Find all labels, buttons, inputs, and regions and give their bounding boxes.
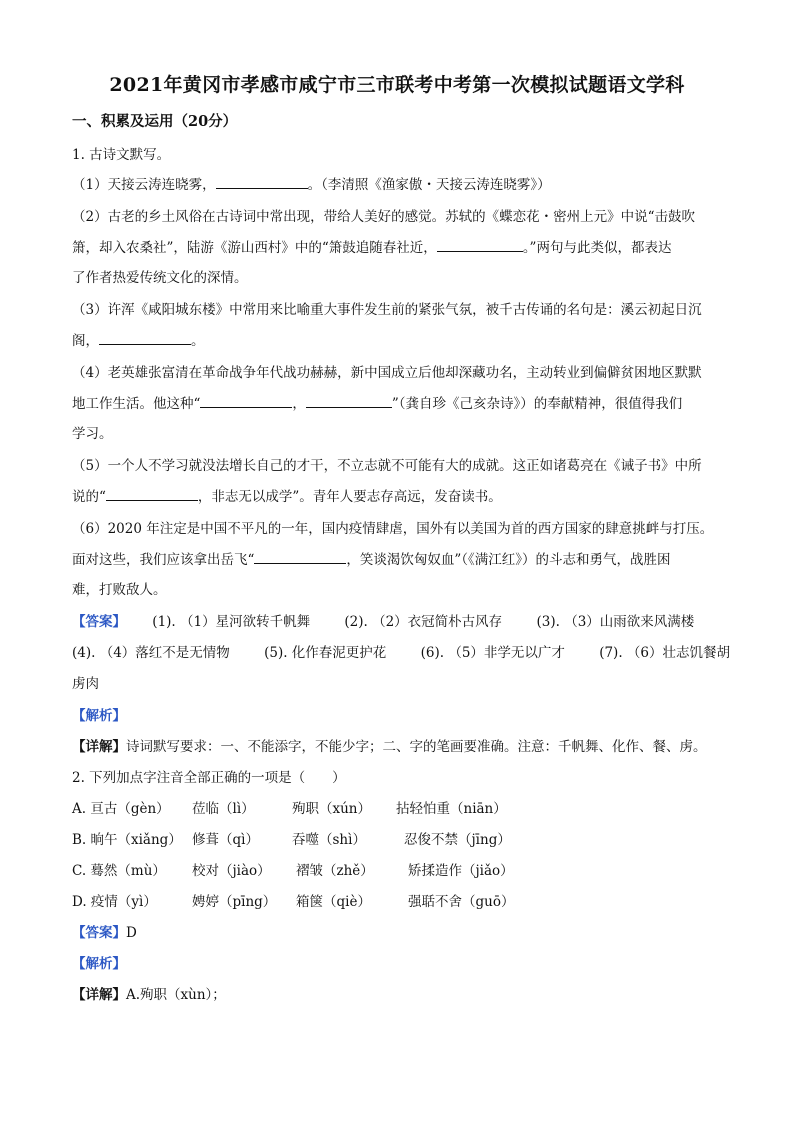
analysis-tag: 【解析】 bbox=[72, 708, 126, 724]
q1-item-5-line1: （5）一个人不学习就没法增长自己的才干，不立志就不可能有大的成就。这正如诸葛亮在《诫子书》中所 bbox=[72, 458, 702, 474]
q1-item-5-line2: 说的“ ，非志无以成学”。青年人要志存高远，发奋读书。 bbox=[72, 489, 502, 505]
detail-2: 【详解】A.殉职（xùn）； bbox=[72, 987, 226, 1003]
answer-tag: 【答案】 bbox=[72, 925, 126, 941]
q1-item-4-line1: （4）老英雄张富清在革命战争年代战功赫赫，新中国成立后他却深藏功名，主动转业到偏僻贫困地区默默 bbox=[72, 365, 702, 381]
q1-item-4-line2: 地工作生活。他这种“ ， ”（龚自珍《己亥杂诗》）的奉献精神，很值得我们 bbox=[72, 396, 683, 412]
answer-blank bbox=[99, 332, 191, 345]
answer-blank bbox=[306, 395, 392, 408]
detail-tag: 【详解】 bbox=[72, 987, 126, 1003]
q1-item-2-line2: 箫，却入农桑社”，陆游《游山西村》中的“箫鼓追随春社近， 。”两句与此类似，都表达 bbox=[72, 240, 672, 256]
q1-item-2-line1: （2）古老的乡土风俗在古诗词中常出现，带给人美好的感觉。苏轼的《蝶恋花・密州上元》中说“击鼓吹 bbox=[72, 209, 695, 225]
question-1-stem: 1. 古诗文默写。 bbox=[72, 147, 171, 163]
answer-item: (6). （5）非学无以广才 bbox=[420, 645, 565, 661]
q1-item-2-line3: 了作者热爱传统文化的深情。 bbox=[72, 270, 248, 286]
answer-value: D bbox=[126, 925, 137, 941]
q2-option-c: C. 蓦然（mù） 校对（jiào） 褶皱（zhě） 矫揉造作（jiǎo） bbox=[72, 863, 514, 879]
detail-1: 【详解】诗词默写要求：一、不能添字，不能少字；二、字的笔画要准确。注意：千帆舞、化作、餐、虏。 bbox=[72, 739, 707, 755]
answer-item: (1). （1）星河欲转千帆舞 bbox=[152, 614, 311, 630]
q1-item-6-line3: 难，打败敌人。 bbox=[72, 582, 167, 598]
question-2-stem: 2. 下列加点字注音全部正确的一项是（ ） bbox=[72, 770, 346, 786]
q1-item-3-line1: （3）许浑《咸阳城东楼》中常用来比喻重大事件发生前的紧张气氛，被千古传诵的名句是：溪云初起日沉 bbox=[72, 302, 702, 318]
answer-item: (5). 化作春泥更护花 bbox=[264, 645, 387, 661]
page-title: 2021年黄冈市孝感市咸宁市三市联考中考第一次模拟试题语文学科 bbox=[109, 74, 685, 96]
answer-item: (2). （2）衣冠简朴古风存 bbox=[344, 614, 503, 630]
analysis-tag-2: 【解析】 bbox=[72, 956, 126, 972]
answer-2 bbox=[72, 921, 722, 941]
answer-item: (4). （4）落红不是无情物 bbox=[72, 645, 230, 661]
q2-option-b: B. 晌午（xiǎng） 修葺（qì） 吞噬（shì） 忍俊不禁（jīng） bbox=[72, 832, 511, 848]
answer-item: (7). （6）壮志饥餐胡 bbox=[599, 645, 730, 661]
q1-item-1: （1）天接云涛连晓雾， 。（李清照《渔家傲・天接云涛连晓雾》） bbox=[72, 177, 551, 193]
answer-blank bbox=[216, 176, 308, 189]
answer-1-line2 bbox=[72, 641, 730, 661]
q1-item-3-line2: 阁， 。 bbox=[72, 333, 205, 349]
q2-option-a: A. 亘古（gèn） 莅临（lì） 殉职（xún） 拈轻怕重（niān） bbox=[72, 801, 507, 817]
answer-tag: 【答案】 bbox=[72, 614, 126, 630]
answer-blank bbox=[200, 395, 292, 408]
detail-tag: 【详解】 bbox=[72, 739, 126, 755]
q1-item-6-line1: （6）2020 年注定是中国不平凡的一年，国内疫情肆虐，国外有以美国为首的西方国家的肆意挑衅与打压。 bbox=[72, 521, 714, 537]
answer-1-line1 bbox=[72, 610, 722, 630]
q1-item-6-line2: 面对这些，我们应该拿出岳飞“ ，笑谈渴饮匈奴血”（《满江红》）的斗志和勇气，战胜困 bbox=[72, 552, 671, 568]
answer-blank bbox=[106, 488, 198, 501]
q1-item-4-line3: 学习。 bbox=[72, 426, 113, 442]
answer-1-line3: 虏肉 bbox=[72, 676, 99, 692]
answer-blank bbox=[437, 239, 523, 252]
section-heading: 一、积累及运用（20分） bbox=[72, 113, 238, 130]
answer-item: (3). （3）山雨欲来风满楼 bbox=[536, 614, 695, 630]
answer-blank bbox=[254, 551, 346, 564]
q2-option-d: D. 疫情（yì） 娉婷（pīng） 箱箧（qiè） 强聒不舍（guō） bbox=[72, 894, 515, 910]
